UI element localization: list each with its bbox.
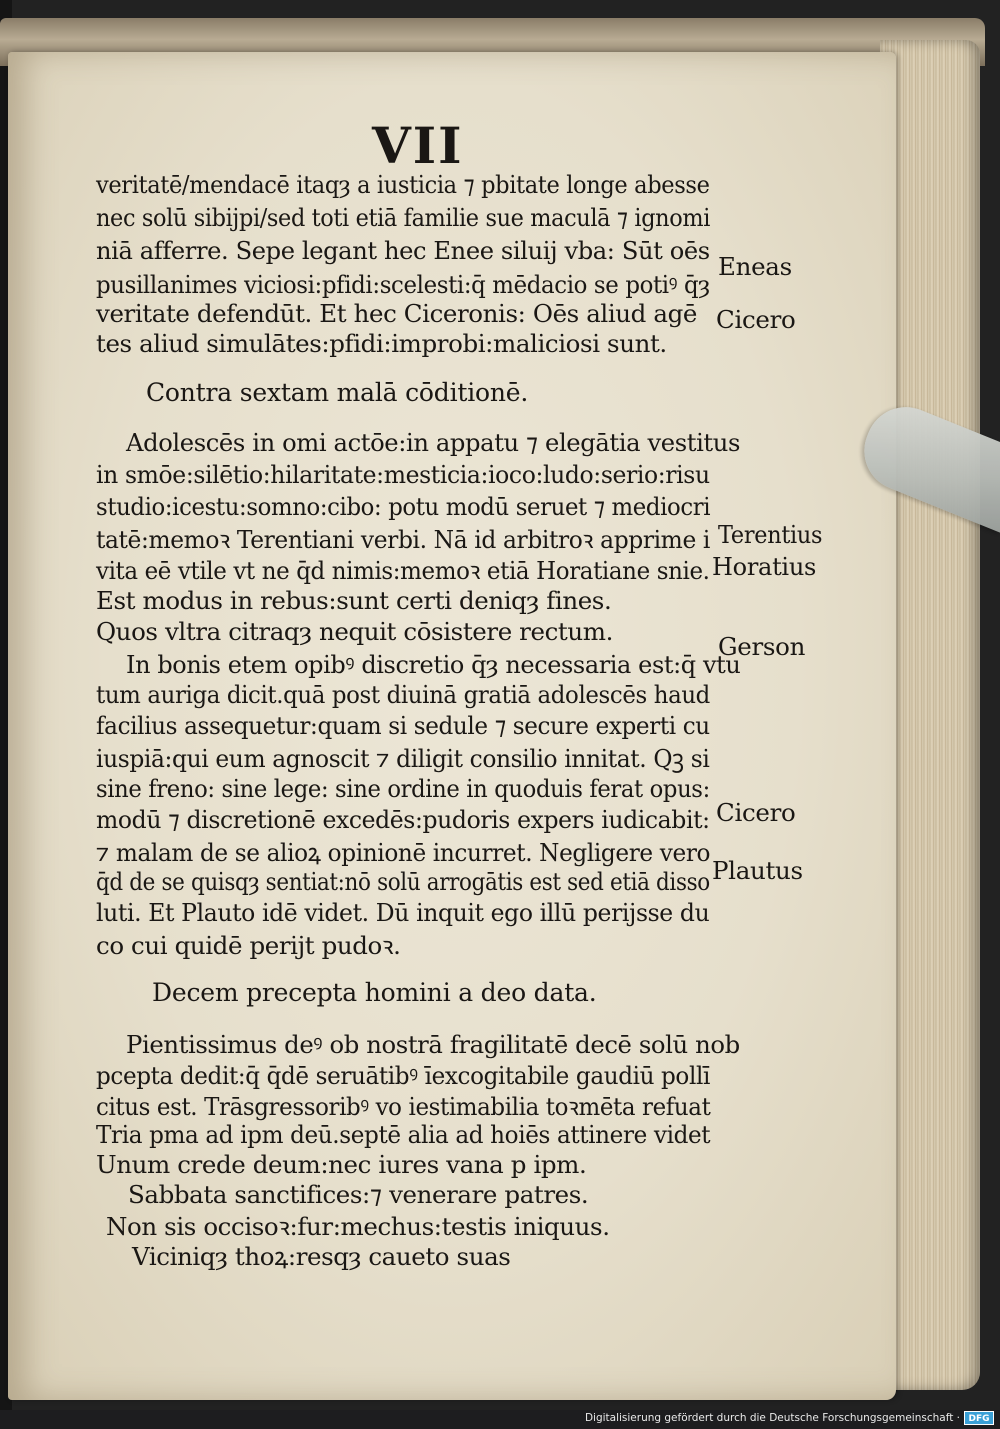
- footer-credit: Digitalisierung gefördert durch die Deutsche Forschungsgemeinschaft ·: [584, 1412, 960, 1424]
- text-line: citus est. Trāsgressoribꝰ vo iestimabilia toꝛmēta refuat: [96, 1092, 711, 1121]
- text-line: studio:icestu:somno:cibo: potu modū seruet ⁊ mediocri: [96, 492, 711, 521]
- text-line: pusillanimes viciosi:pfidi:scelesti:q̄ mēdacio se potiꝰ q̄ȝ: [96, 270, 710, 299]
- text-line: tatē:memoꝛ Terentiani verbi. Nā id arbitroꝛ apprime i: [96, 525, 711, 554]
- text-line: Unum crede deum:nec iures vana p ipm.: [96, 1150, 587, 1179]
- section-heading: Contra sextam malā cōditionē.: [146, 378, 529, 407]
- text-line: nec solū sibijpi/sed toti etiā familie sue maculā ⁊ ignomi: [96, 203, 711, 232]
- text-line: ⁊ malam de se alioꝝ opinionē incurret. Negligere vero: [96, 838, 711, 867]
- margin-note: Gerson: [718, 632, 806, 661]
- text-line: iuspiā:qui eum agnoscit ⁊ diligit consilio innitat. Qꝫ si: [96, 744, 710, 773]
- text-line: Quos vltra citraqȝ nequit cōsistere rectum.: [96, 617, 613, 646]
- text-line: Viciniqȝ thoꝝ:resqȝ caueto suas: [132, 1242, 511, 1271]
- margin-note: Cicero: [716, 798, 796, 827]
- text-line: luti. Et Plauto idē videt. Dū inquit ego illū perijsse du: [96, 898, 710, 927]
- text-line: tes aliud simulātes:pfidi:improbi:maliciosi sunt.: [96, 329, 667, 358]
- text-line: Pientissimus deꝰ ob nostrā fragilitatē decē solū nob: [126, 1030, 740, 1059]
- text-line: Sabbata sanctifices:⁊ venerare patres.: [128, 1180, 589, 1209]
- text-line: Non sis occisoꝛ:fur:mechus:testis iniquus.: [106, 1212, 610, 1241]
- dfg-logo: DFG: [964, 1411, 994, 1425]
- text-line: Est modus in rebus:sunt certi deniqȝ fines.: [96, 586, 612, 615]
- text-line: niā afferre. Sepe legant hec Enee siluij vba: Sūt oēs: [96, 236, 710, 265]
- section-heading: Decem precepta homini a deo data.: [152, 978, 597, 1007]
- margin-note: Horatius: [712, 552, 817, 581]
- margin-note: Eneas: [718, 252, 792, 281]
- text-line: sine freno: sine lege: sine ordine in quoduis ferat opus:: [96, 774, 710, 803]
- margin-note: Terentius: [718, 520, 823, 549]
- text-line: Adolescēs in omi actōe:in appatu ⁊ elegātia vestitus: [126, 428, 741, 457]
- text-line: pcepta dedit:q̄ q̄dē seruātibꝰ īexcogitabile gaudiū pollī: [96, 1061, 710, 1090]
- text-line: facilius assequetur:quam si sedule ⁊ secure experti cu: [96, 711, 710, 740]
- text-line: tum auriga dicit.quā post diuinā gratiā adolescēs haud: [96, 680, 710, 709]
- text-line: in smōe:silētio:hilaritate:mesticia:ioco:ludo:serio:risu: [96, 460, 710, 489]
- text-line: veritatē/mendacē itaqȝ a iusticia ⁊ pbitate longe abesse: [96, 170, 710, 199]
- text-line: co cui quidē perijt pudoꝛ.: [96, 931, 401, 960]
- text-line: q̄d de se quisqȝ sentiat:nō solū arrogātis est sed etiā disso: [96, 867, 710, 896]
- text-line: In bonis etem opibꝰ discretio q̄ȝ necessaria est:q̄ vtu: [126, 650, 741, 679]
- text-line: vita eē vtile vt ne q̄d nimis:memoꝛ etiā Horatiane snie.: [96, 556, 710, 585]
- margin-note: Plautus: [712, 856, 803, 885]
- text-line: veritate defendūt. Et hec Ciceronis: Oēs aliud agē: [96, 299, 697, 328]
- text-line: Tria pma ad ipm deū.septē alia ad hoiēs attinere videt: [96, 1120, 711, 1149]
- margin-note: Cicero: [716, 305, 796, 334]
- folio-number: VII: [372, 116, 464, 175]
- text-line: modū ⁊ discretionē excedēs:pudoris expers iudicabit:: [96, 805, 710, 834]
